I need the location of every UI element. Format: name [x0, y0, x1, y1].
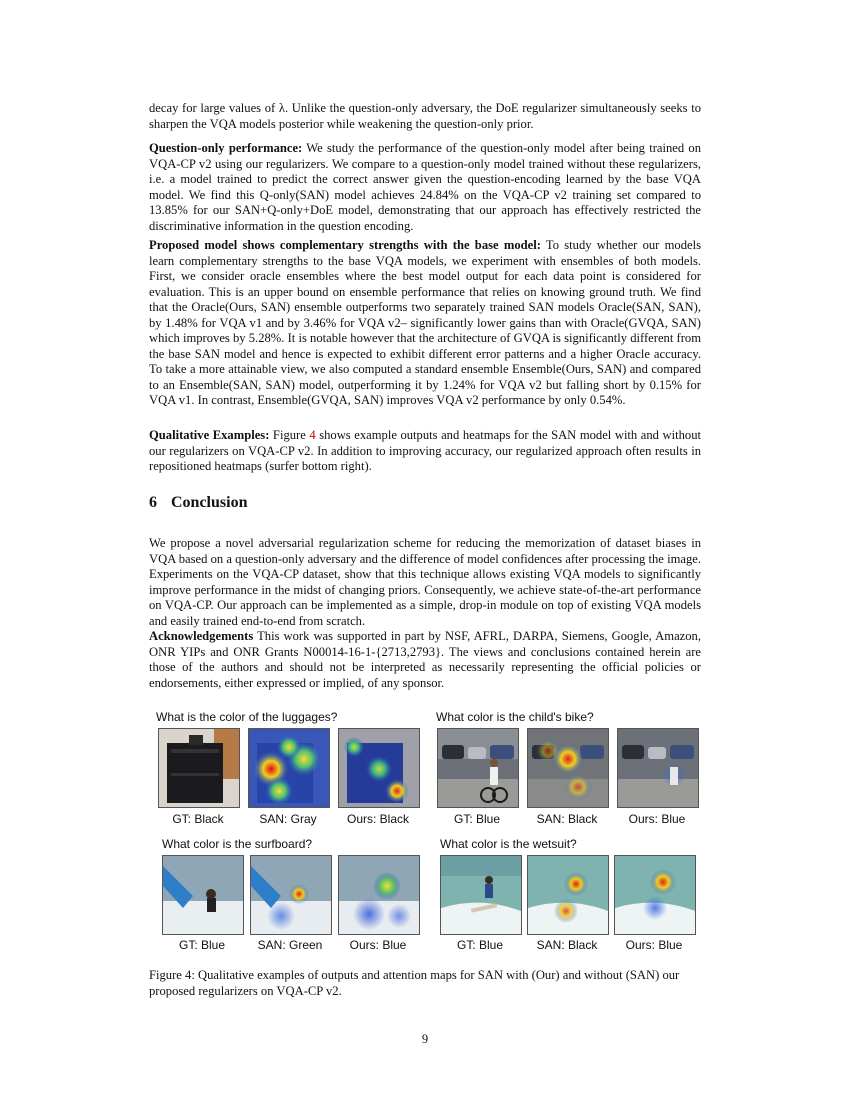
- paragraph-title: Question-only performance:: [149, 141, 303, 155]
- surfboard-san-heatmap: [250, 855, 332, 935]
- figure-label: GT: Blue: [453, 812, 501, 826]
- figure-label: Ours: Black: [346, 812, 409, 826]
- figure-ref-link[interactable]: 4: [309, 428, 316, 442]
- bike-ours-heatmap: [617, 728, 699, 808]
- wetsuit-ours-heatmap: [614, 855, 696, 935]
- paragraph-qualitative: Qualitative Examples: Figure 4 shows example outputs and heatmaps for the SAN model with and without our regularizers on VQA-CP v2. In addition to improving accuracy, our regularized approach often results in repositioned heatmaps (surfer bottom right).: [149, 428, 701, 473]
- paragraph-title: Qualitative Examples:: [149, 428, 270, 442]
- paragraph-text: We study the performance of the question-only model after being trained on VQA-CP v2 using our regularizers. We compare to a question-only model trained without these regularizers, i.e. a model trained to predict the correct answer given the question-encoding learned by the base VQA model. We find this Q-only(SAN) model achieves 24.84% on the VQA-CP v2 training set compared to 13.85% for our SAN+Q-only+DoE model, demonstrating that our approach has effectively restricted the discriminative information in the question encoding.: [149, 141, 702, 233]
- figure-label: GT: Blue: [456, 938, 504, 952]
- paragraph-question-only: [149, 141, 701, 234]
- page-number: 9: [421, 1032, 429, 1046]
- figure-question: What color is the wetsuit?: [440, 837, 577, 851]
- luggage-san-heatmap: [248, 728, 330, 808]
- bike-san-heatmap: [527, 728, 609, 808]
- paragraph-complementary: [149, 238, 701, 409]
- figure-label: GT: Blue: [178, 938, 226, 952]
- figure-label: GT: Black: [172, 812, 224, 826]
- figure-label: Ours: Blue: [625, 938, 683, 952]
- figure-label: Ours: Blue: [349, 938, 407, 952]
- luggage-ours-heatmap: [338, 728, 420, 808]
- paragraph-acknowledgements: [149, 629, 701, 691]
- surfboard-ours-heatmap: [338, 855, 420, 935]
- figure-label: SAN: Gray: [259, 812, 317, 826]
- luggage-image: [158, 728, 240, 808]
- wetsuit-image: [440, 855, 522, 935]
- section-heading: [149, 494, 701, 512]
- section-number: 6: [149, 494, 157, 511]
- figure-label: SAN: Green: [257, 938, 323, 952]
- paragraph-text: To study whether our models learn complementary strengths to the base VQA models, we experiment with ensembles of both models. First, we consider oracle ensembles where the best model output for each data point is considered for evaluation. This is an upper bound on ensemble performance that relies on knowing ground truth. We find that the Oracle(Ours, SAN) ensemble outperforms two separately trained SAN models Oracle(SAN, SAN), by 1.48% for VQA v1 and by 3.46% for VQA v2– significantly lower gains than with Oracle(GVQA, SAN) which improves by 5.28%. It is notable however that the architecture of GVQA is significantly different from the base SAN model and hence is expected to exhibit different error patterns and a higher Oracle accuracy. To take a more attainable view, we also computed a standard ensemble Ensemble(Ours, SAN) and compared to an Ensemble(SAN, SAN) model, outperforming it by 1.24% for VQA v2 but falling short by 0.15% for VQA v1. In contrast, Ensemble(GVQA, SAN) improves VQA v2 performance by only 0.54%.: [149, 238, 701, 407]
- figure-caption: Figure 4: Qualitative examples of outputs and attention maps for SAN with (Our) and without (SAN) our proposed regularizers on VQA-CP v2.: [149, 968, 680, 998]
- figure-label: SAN: Black: [536, 812, 598, 826]
- paragraph-title: Proposed model shows complementary strengths with the base model:: [149, 238, 541, 252]
- figure-label: Ours: Blue: [628, 812, 686, 826]
- paragraph-title: Acknowledgements: [149, 629, 254, 643]
- body-text: [149, 101, 701, 132]
- figure-question: What color is the surfboard?: [162, 837, 313, 851]
- section-title: Conclusion: [171, 494, 248, 511]
- paragraph-doe-decay: decay for large values of λ. Unlike the question-only adversary, the DoE regularizer simultaneously seeks to sharpen the VQA models posterior while weakening the question-only prior.: [149, 101, 701, 131]
- figure-question: What is the color of the luggages?: [156, 710, 338, 724]
- wetsuit-san-heatmap: [527, 855, 609, 935]
- bike-image: [437, 728, 519, 808]
- paragraph-conclusion: We propose a novel adversarial regularization scheme for reducing the memorization of dataset biases in VQA based on a question-only adversary and the difference of model confidences after processing the image. Experiments on the VQA-CP dataset, show that this technique allows existing VQA models to significantly improve performance in the midst of changing priors. Consequently, we achieve state-of-the-art performance on VQA-CP. Our approach can be implemented as a simple, drop-in module on top of existing VQA models and easily trained end-to-end from scratch.: [149, 536, 701, 628]
- paragraph-text: This work was supported in part by NSF, AFRL, DARPA, Siemens, Google, Amazon, ONR YIPs and ONR Grants N00014-16-1-{2713,2793}. The views and conclusions contained herein are those of the authors and should not be interpreted as necessarily representing the official policies or endorsements, either expressed or implied, of any sponsor.: [149, 629, 701, 690]
- figure-question: What color is the child's bike?: [436, 710, 594, 724]
- surfboard-image: [162, 855, 244, 935]
- figure-label: SAN: Black: [536, 938, 598, 952]
